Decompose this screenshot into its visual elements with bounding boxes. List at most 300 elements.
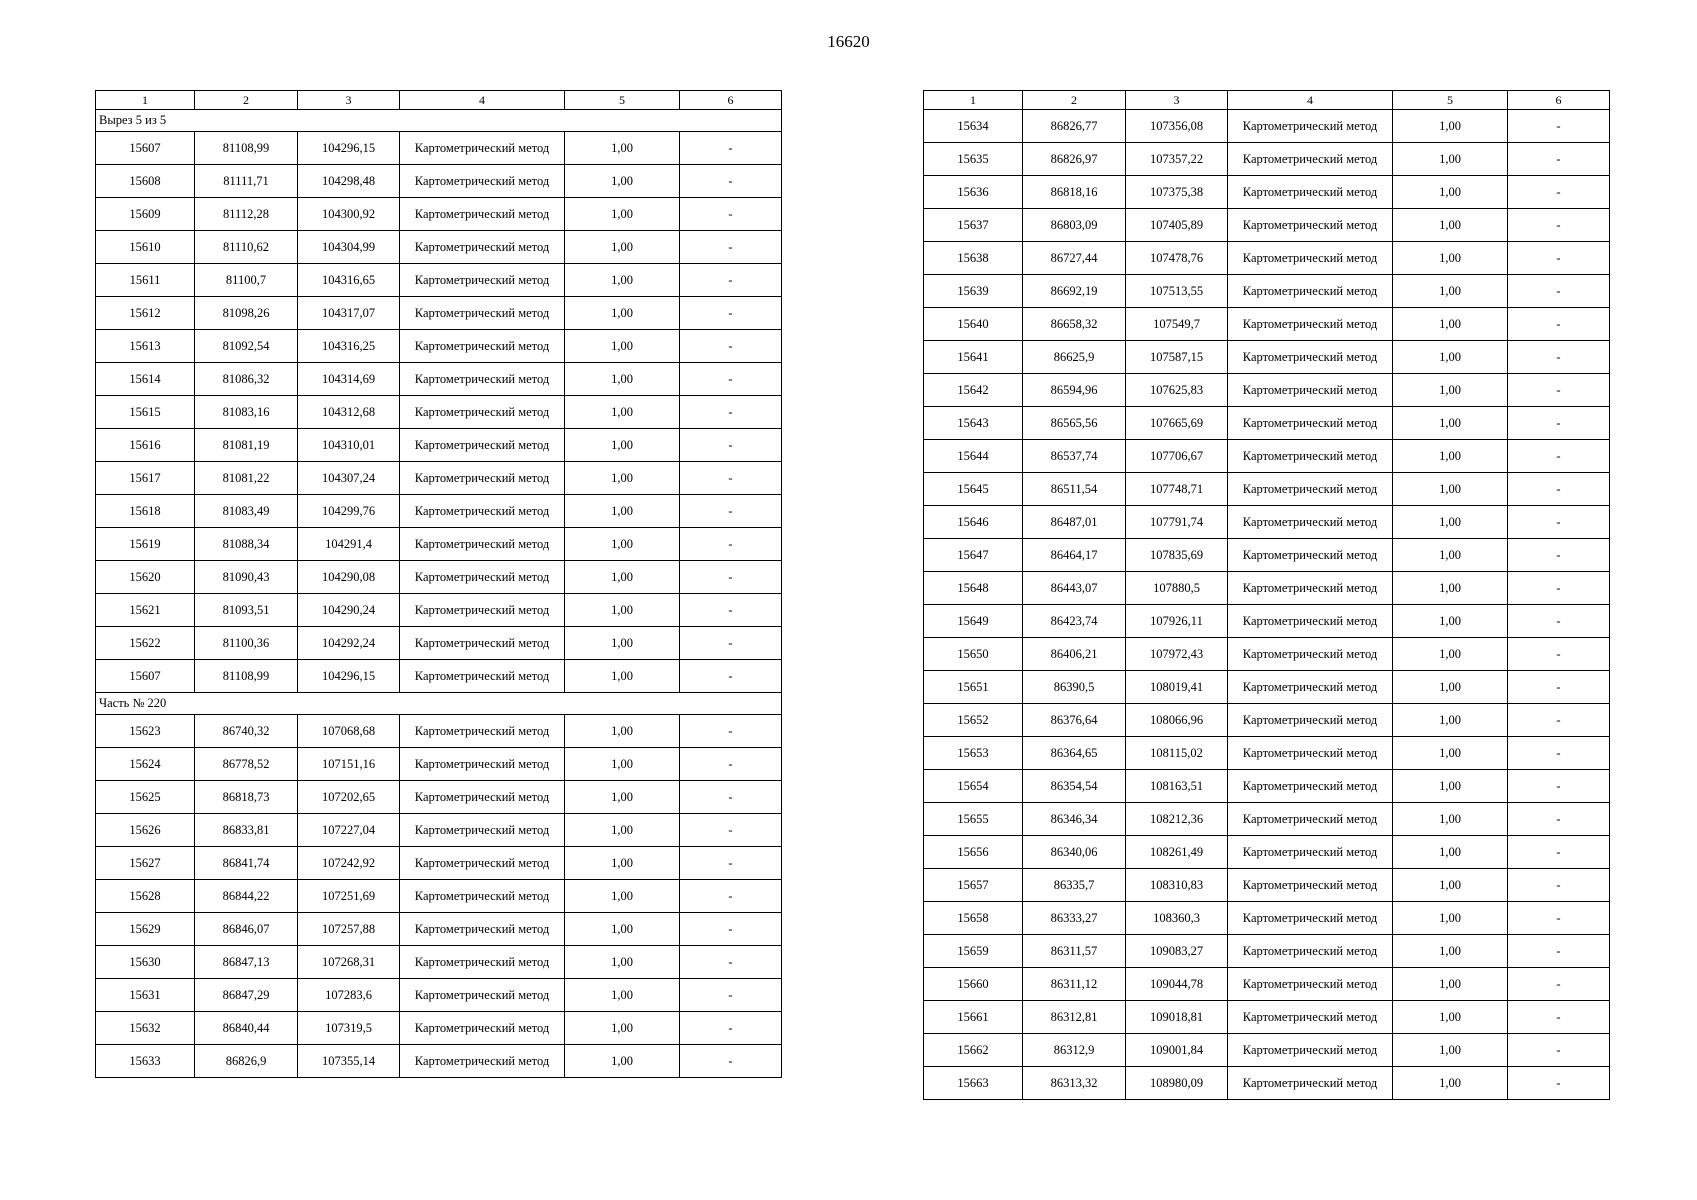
method-cell: Картометрический метод: [1228, 902, 1393, 935]
note-cell: -: [680, 363, 782, 396]
note-cell: -: [1508, 671, 1610, 704]
x-coordinate-cell: 86311,12: [1023, 968, 1126, 1001]
x-coordinate-cell: 86565,56: [1023, 407, 1126, 440]
accuracy-cell: 1,00: [1393, 671, 1508, 704]
accuracy-cell: 1,00: [1393, 737, 1508, 770]
method-cell: Картометрический метод: [400, 781, 565, 814]
method-cell: Картометрический метод: [1228, 836, 1393, 869]
point-number-cell: 15639: [924, 275, 1023, 308]
x-coordinate-cell: 86390,5: [1023, 671, 1126, 704]
method-cell: Картометрический метод: [1228, 968, 1393, 1001]
point-number-cell: 15662: [924, 1034, 1023, 1067]
point-number-cell: 15607: [96, 132, 195, 165]
y-coordinate-cell: 107319,5: [298, 1012, 400, 1045]
table-row: [924, 440, 1610, 473]
y-coordinate-cell: 104307,24: [298, 462, 400, 495]
table-row: [924, 1067, 1610, 1100]
y-coordinate-cell: 104316,25: [298, 330, 400, 363]
point-number-cell: 15622: [96, 627, 195, 660]
x-coordinate-cell: 86335,7: [1023, 869, 1126, 902]
table-row: [924, 209, 1610, 242]
section-heading-row: [96, 110, 782, 132]
table-row: [96, 198, 782, 231]
method-cell: Картометрический метод: [400, 462, 565, 495]
point-number-cell: 15615: [96, 396, 195, 429]
x-coordinate-cell: 86740,32: [195, 715, 298, 748]
y-coordinate-cell: 107405,89: [1126, 209, 1228, 242]
method-cell: Картометрический метод: [400, 495, 565, 528]
point-number-cell: 15621: [96, 594, 195, 627]
accuracy-cell: 1,00: [1393, 407, 1508, 440]
table-row: [924, 473, 1610, 506]
y-coordinate-cell: 107791,74: [1126, 506, 1228, 539]
x-coordinate-cell: 81092,54: [195, 330, 298, 363]
note-cell: -: [680, 330, 782, 363]
y-coordinate-cell: 107268,31: [298, 946, 400, 979]
note-cell: -: [680, 495, 782, 528]
table-row: [96, 627, 782, 660]
accuracy-cell: 1,00: [565, 429, 680, 462]
note-cell: -: [1508, 1001, 1610, 1034]
point-number-cell: 15648: [924, 572, 1023, 605]
accuracy-cell: 1,00: [565, 132, 680, 165]
accuracy-cell: 1,00: [565, 847, 680, 880]
point-number-cell: 15609: [96, 198, 195, 231]
x-coordinate-cell: 86594,96: [1023, 374, 1126, 407]
point-number-cell: 15628: [96, 880, 195, 913]
table-row: [96, 1012, 782, 1045]
point-number-cell: 15620: [96, 561, 195, 594]
point-number-cell: 15649: [924, 605, 1023, 638]
column-header-6: 6: [680, 91, 782, 110]
point-number-cell: 15645: [924, 473, 1023, 506]
table-row: [96, 165, 782, 198]
note-cell: -: [1508, 1034, 1610, 1067]
table-row: [96, 231, 782, 264]
point-number-cell: 15638: [924, 242, 1023, 275]
method-cell: Картометрический метод: [400, 913, 565, 946]
point-number-cell: 15659: [924, 935, 1023, 968]
y-coordinate-cell: 109044,78: [1126, 968, 1228, 1001]
y-coordinate-cell: 107151,16: [298, 748, 400, 781]
point-number-cell: 15631: [96, 979, 195, 1012]
note-cell: -: [680, 1045, 782, 1078]
note-cell: -: [680, 594, 782, 627]
coordinates-table-right: [923, 90, 1610, 1100]
note-cell: -: [1508, 341, 1610, 374]
column-header-1: 1: [96, 91, 195, 110]
method-cell: Картометрический метод: [400, 264, 565, 297]
accuracy-cell: 1,00: [1393, 572, 1508, 605]
y-coordinate-cell: 108212,36: [1126, 803, 1228, 836]
method-cell: Картометрический метод: [1228, 341, 1393, 374]
x-coordinate-cell: 81088,34: [195, 528, 298, 561]
accuracy-cell: 1,00: [565, 814, 680, 847]
point-number-cell: 15626: [96, 814, 195, 847]
method-cell: Картометрический метод: [400, 814, 565, 847]
accuracy-cell: 1,00: [565, 462, 680, 495]
table-row: [924, 704, 1610, 737]
method-cell: Картометрический метод: [1228, 209, 1393, 242]
accuracy-cell: 1,00: [1393, 935, 1508, 968]
note-cell: -: [1508, 638, 1610, 671]
point-number-cell: 15610: [96, 231, 195, 264]
point-number-cell: 15651: [924, 671, 1023, 704]
x-coordinate-cell: 86847,29: [195, 979, 298, 1012]
note-cell: -: [1508, 704, 1610, 737]
note-cell: -: [680, 627, 782, 660]
accuracy-cell: 1,00: [565, 264, 680, 297]
table-row: [924, 836, 1610, 869]
table-row: [96, 814, 782, 847]
x-coordinate-cell: 86803,09: [1023, 209, 1126, 242]
table-row: [924, 1034, 1610, 1067]
x-coordinate-cell: 81111,71: [195, 165, 298, 198]
method-cell: Картометрический метод: [400, 297, 565, 330]
accuracy-cell: 1,00: [1393, 1067, 1508, 1100]
y-coordinate-cell: 104290,08: [298, 561, 400, 594]
method-cell: Картометрический метод: [400, 946, 565, 979]
accuracy-cell: 1,00: [565, 748, 680, 781]
point-number-cell: 15644: [924, 440, 1023, 473]
note-cell: -: [1508, 869, 1610, 902]
method-cell: Картометрический метод: [400, 528, 565, 561]
method-cell: Картометрический метод: [400, 715, 565, 748]
table-row: [96, 495, 782, 528]
note-cell: -: [1508, 473, 1610, 506]
x-coordinate-cell: 86818,16: [1023, 176, 1126, 209]
x-coordinate-cell: 86537,74: [1023, 440, 1126, 473]
note-cell: -: [1508, 770, 1610, 803]
point-number-cell: 15614: [96, 363, 195, 396]
note-cell: -: [680, 231, 782, 264]
method-cell: Картометрический метод: [1228, 671, 1393, 704]
accuracy-cell: 1,00: [565, 715, 680, 748]
note-cell: -: [1508, 968, 1610, 1001]
coordinates-table-left: [95, 90, 782, 1078]
x-coordinate-cell: 86658,32: [1023, 308, 1126, 341]
point-number-cell: 15640: [924, 308, 1023, 341]
table-row: [96, 561, 782, 594]
x-coordinate-cell: 86841,74: [195, 847, 298, 880]
point-number-cell: 15637: [924, 209, 1023, 242]
table-row: [924, 143, 1610, 176]
y-coordinate-cell: 107665,69: [1126, 407, 1228, 440]
table-row: [924, 539, 1610, 572]
note-cell: -: [1508, 209, 1610, 242]
note-cell: -: [680, 715, 782, 748]
point-number-cell: 15624: [96, 748, 195, 781]
x-coordinate-cell: 81108,99: [195, 132, 298, 165]
y-coordinate-cell: 107356,08: [1126, 110, 1228, 143]
y-coordinate-cell: 107283,6: [298, 979, 400, 1012]
y-coordinate-cell: 108163,51: [1126, 770, 1228, 803]
y-coordinate-cell: 107357,22: [1126, 143, 1228, 176]
x-coordinate-cell: 81110,62: [195, 231, 298, 264]
accuracy-cell: 1,00: [565, 660, 680, 693]
method-cell: Картометрический метод: [400, 880, 565, 913]
column-header-4: 4: [1228, 91, 1393, 110]
method-cell: Картометрический метод: [1228, 473, 1393, 506]
x-coordinate-cell: 86340,06: [1023, 836, 1126, 869]
method-cell: Картометрический метод: [400, 1012, 565, 1045]
section-heading: Вырез 5 из 5: [96, 110, 782, 132]
method-cell: Картометрический метод: [1228, 440, 1393, 473]
accuracy-cell: 1,00: [1393, 968, 1508, 1001]
column-header-2: 2: [195, 91, 298, 110]
point-number-cell: 15658: [924, 902, 1023, 935]
point-number-cell: 15660: [924, 968, 1023, 1001]
x-coordinate-cell: 86826,77: [1023, 110, 1126, 143]
table-row: [96, 979, 782, 1012]
method-cell: Картометрический метод: [400, 330, 565, 363]
note-cell: -: [680, 528, 782, 561]
table-row: [96, 396, 782, 429]
accuracy-cell: 1,00: [565, 198, 680, 231]
table-row: [96, 715, 782, 748]
note-cell: -: [680, 165, 782, 198]
y-coordinate-cell: 104290,24: [298, 594, 400, 627]
table-row: [96, 913, 782, 946]
accuracy-cell: 1,00: [565, 781, 680, 814]
y-coordinate-cell: 107227,04: [298, 814, 400, 847]
table-row: [96, 297, 782, 330]
x-coordinate-cell: 81093,51: [195, 594, 298, 627]
x-coordinate-cell: 81086,32: [195, 363, 298, 396]
x-coordinate-cell: 86727,44: [1023, 242, 1126, 275]
accuracy-cell: 1,00: [565, 594, 680, 627]
note-cell: -: [1508, 308, 1610, 341]
note-cell: -: [1508, 539, 1610, 572]
table-row: [924, 1001, 1610, 1034]
method-cell: Картометрический метод: [1228, 770, 1393, 803]
y-coordinate-cell: 107251,69: [298, 880, 400, 913]
method-cell: Картометрический метод: [1228, 539, 1393, 572]
method-cell: Картометрический метод: [1228, 638, 1393, 671]
y-coordinate-cell: 107242,92: [298, 847, 400, 880]
table-row: [96, 781, 782, 814]
method-cell: Картометрический метод: [1228, 935, 1393, 968]
table-row: [924, 506, 1610, 539]
page-number: 16620: [827, 32, 870, 51]
x-coordinate-cell: 86511,54: [1023, 473, 1126, 506]
point-number-cell: 15663: [924, 1067, 1023, 1100]
x-coordinate-cell: 81098,26: [195, 297, 298, 330]
accuracy-cell: 1,00: [565, 363, 680, 396]
table-row: [924, 737, 1610, 770]
accuracy-cell: 1,00: [565, 165, 680, 198]
y-coordinate-cell: 107257,88: [298, 913, 400, 946]
column-header-4: 4: [400, 91, 565, 110]
accuracy-cell: 1,00: [565, 880, 680, 913]
point-number-cell: 15611: [96, 264, 195, 297]
column-header-5: 5: [1393, 91, 1508, 110]
note-cell: -: [680, 297, 782, 330]
x-coordinate-cell: 86625,9: [1023, 341, 1126, 374]
x-coordinate-cell: 81081,22: [195, 462, 298, 495]
note-cell: -: [1508, 803, 1610, 836]
x-coordinate-cell: 86312,81: [1023, 1001, 1126, 1034]
point-number-cell: 15655: [924, 803, 1023, 836]
method-cell: Картометрический метод: [400, 748, 565, 781]
method-cell: Картометрический метод: [1228, 737, 1393, 770]
accuracy-cell: 1,00: [565, 913, 680, 946]
method-cell: Картометрический метод: [1228, 803, 1393, 836]
method-cell: Картометрический метод: [1228, 275, 1393, 308]
accuracy-cell: 1,00: [1393, 242, 1508, 275]
method-cell: Картометрический метод: [1228, 1001, 1393, 1034]
note-cell: -: [680, 781, 782, 814]
x-coordinate-cell: 81100,36: [195, 627, 298, 660]
accuracy-cell: 1,00: [1393, 275, 1508, 308]
y-coordinate-cell: 107513,55: [1126, 275, 1228, 308]
table-row: [924, 242, 1610, 275]
method-cell: Картометрический метод: [400, 429, 565, 462]
table-row: [924, 374, 1610, 407]
note-cell: -: [680, 429, 782, 462]
accuracy-cell: 1,00: [1393, 869, 1508, 902]
y-coordinate-cell: 107202,65: [298, 781, 400, 814]
x-coordinate-cell: 86692,19: [1023, 275, 1126, 308]
table-row: [924, 638, 1610, 671]
table-row: [924, 176, 1610, 209]
point-number-cell: 15650: [924, 638, 1023, 671]
y-coordinate-cell: 104312,68: [298, 396, 400, 429]
table-row: [96, 594, 782, 627]
x-coordinate-cell: 81108,99: [195, 660, 298, 693]
x-coordinate-cell: 86826,97: [1023, 143, 1126, 176]
method-cell: Картометрический метод: [1228, 143, 1393, 176]
x-coordinate-cell: 81081,19: [195, 429, 298, 462]
table-row: [96, 1045, 782, 1078]
point-number-cell: 15661: [924, 1001, 1023, 1034]
note-cell: -: [1508, 374, 1610, 407]
y-coordinate-cell: 104304,99: [298, 231, 400, 264]
table-row: [96, 132, 782, 165]
point-number-cell: 15642: [924, 374, 1023, 407]
accuracy-cell: 1,00: [565, 1012, 680, 1045]
method-cell: Картометрический метод: [1228, 308, 1393, 341]
point-number-cell: 15646: [924, 506, 1023, 539]
table-row: [924, 110, 1610, 143]
table-row: [96, 264, 782, 297]
y-coordinate-cell: 107549,7: [1126, 308, 1228, 341]
x-coordinate-cell: 81090,43: [195, 561, 298, 594]
point-number-cell: 15643: [924, 407, 1023, 440]
y-coordinate-cell: 104299,76: [298, 495, 400, 528]
accuracy-cell: 1,00: [1393, 176, 1508, 209]
point-number-cell: 15641: [924, 341, 1023, 374]
accuracy-cell: 1,00: [1393, 1034, 1508, 1067]
note-cell: -: [680, 880, 782, 913]
method-cell: Картометрический метод: [1228, 407, 1393, 440]
accuracy-cell: 1,00: [1393, 440, 1508, 473]
y-coordinate-cell: 104296,15: [298, 132, 400, 165]
y-coordinate-cell: 104292,24: [298, 627, 400, 660]
table-row: [96, 946, 782, 979]
y-coordinate-cell: 107748,71: [1126, 473, 1228, 506]
accuracy-cell: 1,00: [1393, 539, 1508, 572]
method-cell: Картометрический метод: [400, 165, 565, 198]
y-coordinate-cell: 104291,4: [298, 528, 400, 561]
y-coordinate-cell: 104300,92: [298, 198, 400, 231]
method-cell: Картометрический метод: [1228, 605, 1393, 638]
y-coordinate-cell: 108360,3: [1126, 902, 1228, 935]
note-cell: -: [1508, 572, 1610, 605]
x-coordinate-cell: 86846,07: [195, 913, 298, 946]
x-coordinate-cell: 86833,81: [195, 814, 298, 847]
column-header-1: 1: [924, 91, 1023, 110]
table-row: [96, 429, 782, 462]
table-row: [96, 363, 782, 396]
x-coordinate-cell: 86818,73: [195, 781, 298, 814]
section-heading: Часть № 220: [96, 693, 782, 715]
point-number-cell: 15656: [924, 836, 1023, 869]
point-number-cell: 15630: [96, 946, 195, 979]
note-cell: -: [1508, 902, 1610, 935]
x-coordinate-cell: 86313,32: [1023, 1067, 1126, 1100]
accuracy-cell: 1,00: [565, 495, 680, 528]
point-number-cell: 15652: [924, 704, 1023, 737]
note-cell: -: [680, 946, 782, 979]
point-number-cell: 15616: [96, 429, 195, 462]
accuracy-cell: 1,00: [1393, 374, 1508, 407]
accuracy-cell: 1,00: [565, 330, 680, 363]
x-coordinate-cell: 86778,52: [195, 748, 298, 781]
table-row: [924, 671, 1610, 704]
method-cell: Картометрический метод: [400, 363, 565, 396]
note-cell: -: [1508, 1067, 1610, 1100]
accuracy-cell: 1,00: [1393, 473, 1508, 506]
y-coordinate-cell: 104296,15: [298, 660, 400, 693]
y-coordinate-cell: 107068,68: [298, 715, 400, 748]
accuracy-cell: 1,00: [1393, 209, 1508, 242]
x-coordinate-cell: 86423,74: [1023, 605, 1126, 638]
accuracy-cell: 1,00: [1393, 836, 1508, 869]
method-cell: Картометрический метод: [400, 627, 565, 660]
y-coordinate-cell: 104298,48: [298, 165, 400, 198]
accuracy-cell: 1,00: [1393, 638, 1508, 671]
method-cell: Картометрический метод: [1228, 1067, 1393, 1100]
y-coordinate-cell: 107375,38: [1126, 176, 1228, 209]
y-coordinate-cell: 107706,67: [1126, 440, 1228, 473]
point-number-cell: 15608: [96, 165, 195, 198]
table-row: [924, 341, 1610, 374]
point-number-cell: 15618: [96, 495, 195, 528]
point-number-cell: 15625: [96, 781, 195, 814]
point-number-cell: 15657: [924, 869, 1023, 902]
table-row: [96, 748, 782, 781]
x-coordinate-cell: 81083,49: [195, 495, 298, 528]
note-cell: -: [680, 979, 782, 1012]
table-row: [96, 880, 782, 913]
accuracy-cell: 1,00: [1393, 341, 1508, 374]
y-coordinate-cell: 109018,81: [1126, 1001, 1228, 1034]
method-cell: Картометрический метод: [400, 979, 565, 1012]
table-row: [924, 605, 1610, 638]
note-cell: -: [1508, 935, 1610, 968]
y-coordinate-cell: 107835,69: [1126, 539, 1228, 572]
method-cell: Картометрический метод: [400, 561, 565, 594]
x-coordinate-cell: 86376,64: [1023, 704, 1126, 737]
point-number-cell: 15636: [924, 176, 1023, 209]
accuracy-cell: 1,00: [565, 1045, 680, 1078]
note-cell: -: [680, 396, 782, 429]
x-coordinate-cell: 81083,16: [195, 396, 298, 429]
x-coordinate-cell: 86406,21: [1023, 638, 1126, 671]
table-row: [924, 407, 1610, 440]
accuracy-cell: 1,00: [1393, 143, 1508, 176]
